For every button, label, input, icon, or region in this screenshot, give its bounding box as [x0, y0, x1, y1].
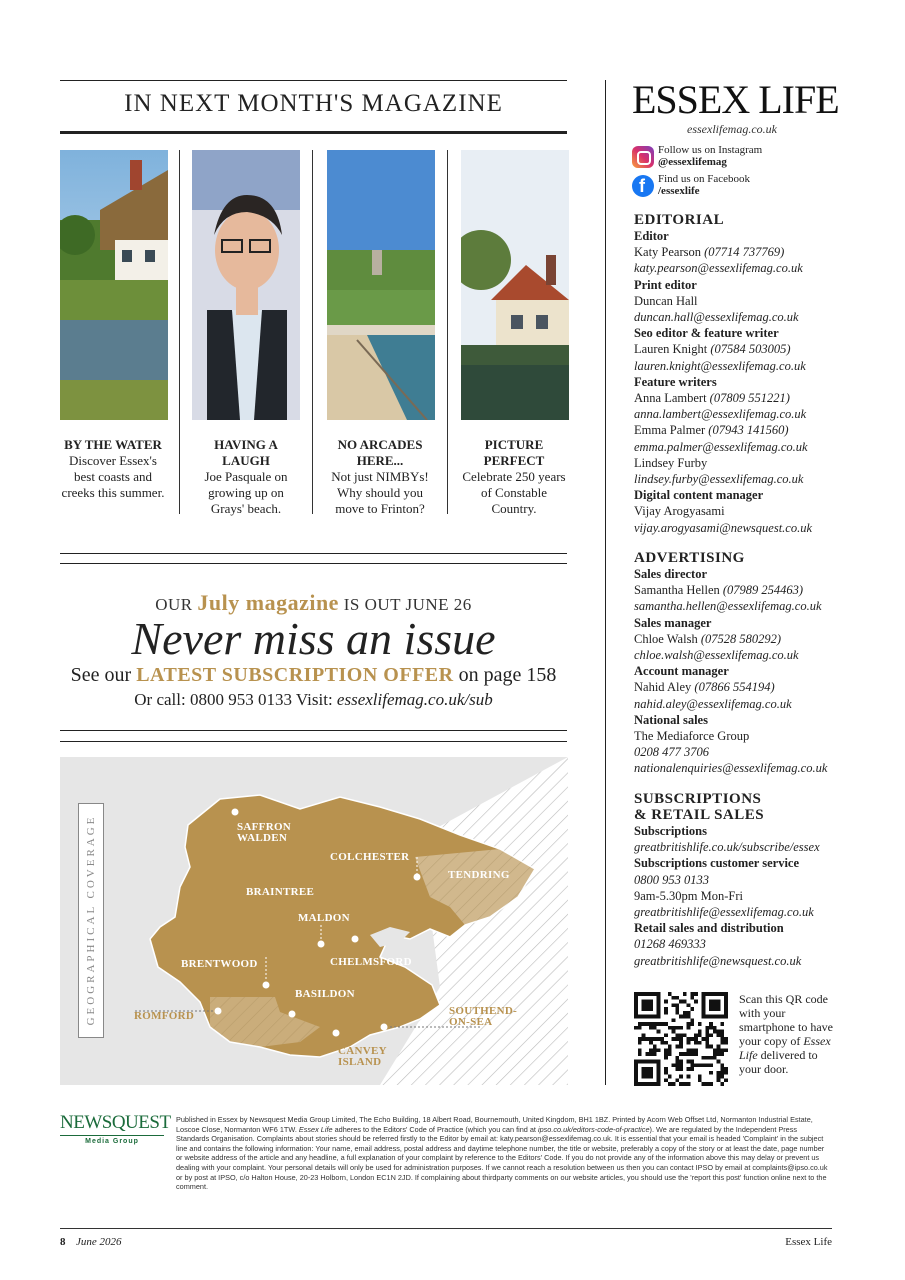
editorial-section — [634, 212, 849, 536]
town-saffron-walden — [237, 822, 291, 844]
staff-contact[interactable]: 01268 469333 — [634, 937, 706, 952]
staff-name-row — [634, 631, 849, 647]
staff-phone[interactable]: (07584 503005) — [710, 342, 791, 357]
staff-contact[interactable]: chloe.walsh@essexlifemag.co.uk — [634, 648, 799, 663]
staff-name-row — [634, 888, 849, 904]
newsquest-wordmark: NEWSQUEST — [60, 1112, 171, 1133]
divider-rule — [60, 741, 567, 742]
newsquest-logo — [60, 1112, 171, 1145]
town-maldon: MALDON — [298, 912, 350, 924]
town-braintree: BRAINTREE — [246, 886, 315, 898]
staff-role: Feature writers — [634, 374, 717, 389]
staff-name: 9am-5.30pm Mon-Fri — [634, 888, 744, 903]
subscription-qr-code[interactable] — [634, 992, 728, 1086]
qr-title: Essex Life — [739, 1034, 831, 1062]
facebook-link[interactable] — [632, 173, 832, 199]
footer-magazine-name: Essex Life — [785, 1236, 832, 1248]
column-divider — [312, 150, 313, 514]
town-line: SOUTHEND- — [449, 1005, 518, 1017]
section-heading: EDITORIAL — [634, 212, 725, 228]
column-divider — [179, 150, 180, 514]
town-romford: ROMFORD — [134, 1010, 195, 1022]
town-line: WALDEN — [237, 832, 288, 844]
staff-contact[interactable]: nationalenquiries@essexlifemag.co.uk — [634, 761, 828, 776]
town-chelmsford: CHELMSFORD — [330, 956, 412, 968]
staff-contact[interactable]: greatbritishlife@newsquest.co.uk — [634, 953, 802, 968]
qr-instructions — [739, 992, 834, 1076]
staff-role: Print editor — [634, 277, 697, 292]
website-link[interactable]: essexlifemag.co.uk — [687, 122, 777, 136]
staff-contact[interactable]: lindsey.furby@essexlifemag.co.uk — [634, 472, 804, 487]
staff-phone[interactable]: (07989 254463) — [722, 583, 804, 598]
town-line: CANVEY — [338, 1045, 387, 1057]
staff-role: Subscriptions customer service — [634, 856, 800, 871]
staff-phone[interactable]: (07528 580292) — [700, 631, 782, 646]
caption-text: Joe Pasquale on growing up on Grays' beach. — [204, 469, 288, 516]
staff-role: Subscriptions — [634, 824, 707, 838]
section-heading: & RETAIL SALES — [634, 807, 765, 823]
photo-by-the-water — [60, 150, 168, 420]
staff-name: Anna Lambert — [634, 391, 707, 406]
staff-name-row — [634, 390, 849, 406]
staff-name: Duncan Hall — [634, 293, 698, 308]
call-text: Or call: 0800 953 0133 Visit: — [134, 690, 333, 709]
subscription-offer-line — [60, 664, 567, 687]
town-line: SAFFRON — [237, 821, 292, 833]
caption-by-the-water — [57, 437, 169, 501]
staff-contact[interactable]: 0800 953 0133 — [634, 872, 709, 887]
staff-name: Lindsey Furby — [634, 455, 708, 470]
qr-text-after: delivered to your door. — [739, 1048, 818, 1076]
staff-name: Katy Pearson — [634, 245, 701, 260]
caption-no-arcades — [324, 437, 436, 517]
column-divider — [447, 150, 448, 514]
facebook-icon: f — [632, 175, 654, 197]
staff-contact[interactable]: 0208 477 3706 — [634, 745, 709, 760]
staff-contact[interactable]: emma.palmer@essexlifemag.co.uk — [634, 439, 808, 454]
july-magazine-text: July magazine — [197, 590, 339, 615]
staff-name-row — [634, 244, 849, 260]
facebook-label: Find us on Facebook — [658, 173, 750, 185]
legal-text: ). We are regulated by the Independent Press Standards Organisation. Complaints about stories should be referred firstly to the Editor by email at: katy.pearson@essexlifemag.co.uk. It is essential that your email is headed 'Complaint' in the subject line and contains the following information: Your name, email address, postal address and daytime telephone number, the title or website, preferably a copy of the story or at least the date, page number or website address of the article and any headline, a full explanation of your complaint by reference to the Editors' Code. If you do not provide any of the information above this may delay or prevent us dealing with your complaint. Your personal details will only be used for administration purposes. If we cannot reach a resolution between us then you can contact IPSO by email at complaints@ipso.co.uk or by post at IPSO, c/o Halton House, 20-23 Holborn, London EC1N 2JD. If complaining about thirdparty comments on our website articles, you should use the 'report this post' function online next to the comment. — [176, 1124, 828, 1192]
page-number: 8 — [60, 1236, 66, 1248]
geo-coverage-label: GEOGRAPHICAL COVERAGE — [85, 814, 97, 1026]
caption-having-a-laugh — [190, 437, 302, 517]
staff-role: Sales manager — [634, 615, 712, 630]
staff-contact[interactable]: greatbritishlife.co.uk/subscribe/essex — [634, 840, 820, 855]
caption-title: HAVING A LAUGH — [214, 437, 278, 468]
caption-title: PICTURE PERFECT — [483, 437, 545, 468]
photo-constable-country — [461, 150, 569, 420]
staff-name-row — [634, 422, 849, 438]
town-colchester: COLCHESTER — [330, 851, 410, 863]
divider-rule — [60, 553, 567, 554]
town-canvey-island — [338, 1046, 387, 1068]
instagram-link[interactable] — [632, 144, 832, 170]
staff-phone[interactable]: (07943 141560) — [708, 423, 789, 438]
staff-name-row — [634, 503, 849, 519]
qr-text-before: Scan this QR code with your smartphone to have your copy of — [739, 992, 833, 1048]
staff-phone[interactable]: (07866 554194) — [694, 680, 775, 695]
section-heading: SUBSCRIPTIONS — [634, 791, 762, 807]
staff-name: The Mediaforce Group — [634, 729, 750, 744]
caption-text: Discover Essex's best coasts and creeks this summer. — [61, 453, 165, 500]
photo-joe-pasquale — [192, 150, 300, 420]
town-tendring: TENDRING — [448, 869, 510, 881]
staff-contact[interactable]: vijay.arogyasami@newsquest.co.uk — [634, 520, 813, 535]
staff-name-row — [634, 582, 849, 598]
staff-role: Account manager — [634, 664, 729, 679]
staff-name-row — [634, 341, 849, 357]
see-our-text: See our — [70, 664, 132, 686]
advertising-section — [634, 550, 849, 777]
staff-phone[interactable]: (07714 737769) — [704, 245, 785, 260]
is-out-text: IS OUT JUNE 26 — [343, 595, 472, 614]
town-brentwood: BRENTWOOD — [181, 958, 258, 970]
staff-contact[interactable]: duncan.hall@essexlifemag.co.uk — [634, 310, 799, 325]
divider-rule — [60, 563, 567, 564]
staff-role: National sales — [634, 712, 708, 727]
caption-text: Celebrate 250 years of Constable Country. — [462, 469, 566, 516]
photo-frinton — [327, 150, 435, 420]
staff-contact[interactable]: anna.lambert@essexlifemag.co.uk — [634, 407, 807, 422]
staff-name-row — [634, 728, 849, 744]
divider-rule — [60, 730, 567, 731]
staff-contact[interactable]: samantha.hellen@essexlifemag.co.uk — [634, 599, 822, 614]
staff-name: Nahid Aley — [634, 680, 692, 695]
town-southend — [449, 1006, 517, 1028]
staff-contact[interactable]: katy.pearson@essexlifemag.co.uk — [634, 261, 803, 276]
next-month-heading: IN NEXT MONTH'S MAGAZINE — [124, 90, 503, 117]
staff-role: Editor — [634, 229, 669, 243]
caption-title: NO ARCADES HERE... — [337, 437, 423, 468]
caption-picture-perfect — [458, 437, 570, 517]
on-page-text: on page 158 — [458, 664, 557, 686]
staff-name: Vijay Arogyasami — [634, 504, 725, 519]
media-group-text: Media Group — [60, 1135, 164, 1145]
never-miss-headline: Never miss an issue — [131, 613, 496, 664]
caption-text: Not just NIMBYs! Why should you move to Frinton? — [331, 469, 429, 516]
legal-text: Published in Essex by Newsquest Media Group Limited, The Echo Building, 18 Albert Road, Bournemouth, United Kingdom, BH1 1BZ. Printed by Acorn Web Offset Ltd, Normanton Industrial Estate, Loscoe Close, Normanton WF6 1TW. — [176, 1115, 813, 1134]
offer-text: LATEST SUBSCRIPTION OFFER — [136, 664, 454, 686]
our-text: OUR — [155, 595, 193, 614]
legal-text: adheres to the Editors' Code of Practice (which you can find at — [334, 1124, 536, 1134]
staff-contact[interactable]: nahid.aley@essexlifemag.co.uk — [634, 696, 792, 711]
town-line: ISLAND — [338, 1056, 382, 1068]
staff-role: Retail sales and distribution — [634, 921, 784, 936]
instagram-icon — [632, 146, 654, 168]
staff-name: Chloe Walsh — [634, 631, 698, 646]
issue-date: June 2026 — [76, 1236, 122, 1248]
staff-role: Digital content manager — [634, 488, 764, 503]
staff-name-row — [634, 293, 849, 309]
facebook-handle: /essexlife — [658, 185, 700, 197]
staff-contact[interactable]: greatbritishlife@essexlifemag.co.uk — [634, 905, 814, 920]
heading-underline — [60, 131, 567, 134]
staff-role: Sales director — [634, 567, 708, 581]
top-rule — [60, 80, 567, 81]
ipso-link[interactable]: ipso.co.uk/editors-code-of-practice — [537, 1124, 650, 1134]
instagram-label: Follow us on Instagram — [658, 144, 763, 156]
staff-contact[interactable]: lauren.knight@essexlifemag.co.uk — [634, 358, 806, 373]
staff-name: Lauren Knight — [634, 342, 708, 357]
staff-name: Samantha Hellen — [634, 583, 720, 598]
staff-name-row — [634, 679, 849, 695]
subscriptions-section — [634, 791, 849, 969]
footer-rule — [60, 1228, 832, 1229]
staff-role: Seo editor & feature writer — [634, 326, 779, 341]
section-heading: ADVERTISING — [634, 550, 745, 566]
visit-url-link[interactable]: essexlifemag.co.uk/sub — [336, 690, 493, 709]
call-visit-line — [60, 690, 567, 710]
essex-life-logo: ESSEX LIFE — [632, 77, 839, 122]
caption-title: BY THE WATER — [64, 437, 162, 452]
instagram-handle: @essexlifemag — [658, 156, 727, 168]
town-line: ON-SEA — [449, 1016, 493, 1028]
staff-name: Emma Palmer — [634, 423, 706, 438]
town-basildon: BASILDON — [295, 988, 355, 1000]
column-divider — [605, 80, 606, 1085]
legal-notice — [176, 1115, 832, 1192]
staff-name-row — [634, 455, 849, 471]
staff-phone[interactable]: (07809 551221) — [709, 391, 790, 406]
legal-essex-life: Essex Life — [298, 1124, 333, 1134]
